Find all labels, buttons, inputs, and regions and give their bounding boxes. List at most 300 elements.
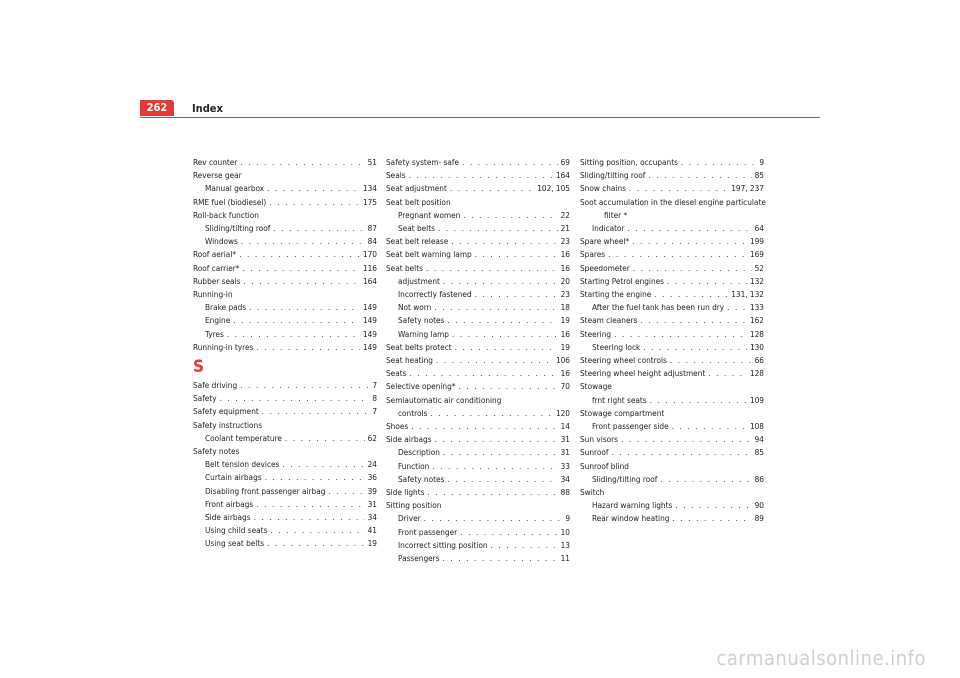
index-entry-term: Seats	[386, 368, 407, 379]
index-entry-term: Running-in tyres	[193, 341, 254, 352]
index-entry	[580, 328, 764, 341]
index-entry	[580, 275, 764, 288]
index-heading: Sunroof blind	[580, 460, 629, 471]
watermark: carmanualsonline.info	[716, 646, 926, 670]
index-heading: Roll-back function	[193, 209, 259, 220]
index-entry	[386, 314, 570, 327]
index-entry-term: Steam cleaners	[580, 315, 638, 326]
leader-dots	[654, 288, 728, 301]
index-entry-term: Front passenger	[398, 526, 458, 537]
index-entry-page: 109	[749, 394, 764, 405]
index-entry-page: 162	[749, 315, 764, 326]
index-entry	[386, 486, 570, 499]
index-entry	[193, 235, 377, 248]
index-entry-page: 19	[560, 341, 570, 352]
leader-dots	[434, 301, 557, 314]
index-entry-page: 90	[754, 500, 764, 511]
index-entry-term: Brake pads	[205, 302, 247, 313]
leader-dots	[629, 182, 728, 195]
index-entry-page: 133	[749, 302, 764, 313]
index-entry-term: Engine	[205, 315, 231, 326]
leader-dots	[411, 420, 557, 433]
index-entry	[193, 458, 377, 471]
leader-dots	[462, 156, 558, 169]
index-entry-page: 20	[560, 275, 570, 286]
index-entry	[386, 182, 570, 195]
index-entry-term: Sitting position, occupants	[580, 157, 678, 167]
leader-dots	[270, 524, 364, 537]
index-entry-term: After the fuel tank has been run dry	[592, 302, 725, 313]
index-entry	[193, 537, 377, 550]
leader-dots	[608, 248, 747, 261]
leader-dots	[240, 156, 364, 169]
leader-dots	[660, 473, 751, 486]
index-entry-page: 85	[754, 447, 764, 458]
index-entry-term: controls	[398, 407, 428, 418]
index-entry-page: 134	[362, 183, 377, 194]
index-entry-term: Using child seats	[205, 525, 268, 536]
leader-dots	[633, 262, 752, 275]
index-entry-page: 89	[754, 513, 764, 524]
index-entry-page: 39	[367, 485, 377, 496]
index-entry-page: 16	[560, 328, 570, 339]
leader-dots	[675, 499, 751, 512]
leader-dots	[611, 446, 751, 459]
leader-dots	[447, 473, 557, 486]
leader-dots	[463, 209, 557, 222]
index-entry-term: Sun visors	[580, 434, 618, 445]
leader-dots	[273, 222, 364, 235]
index-entry	[580, 433, 764, 446]
index-entry-term: Windows	[205, 236, 238, 247]
index-entry-page: 21	[560, 223, 570, 234]
index-entry-term: Rev counter	[193, 157, 238, 167]
index-entry-page: 13	[560, 539, 570, 550]
leader-dots	[239, 248, 360, 261]
index-column-3	[580, 156, 764, 526]
index-entry-term: Passengers	[398, 553, 440, 564]
index-entry-page: 164	[362, 275, 377, 286]
index-entry	[193, 222, 377, 235]
index-entry-page: 116	[362, 262, 377, 273]
index-entry	[386, 275, 570, 288]
leader-dots	[640, 314, 747, 327]
leader-dots	[285, 432, 365, 445]
index-entry	[193, 182, 377, 195]
index-entry	[193, 432, 377, 445]
index-entry-page: 64	[754, 223, 764, 234]
leader-dots	[650, 394, 747, 407]
index-entry-term: Front passenger side	[592, 421, 669, 432]
index-entry-page: 132	[749, 275, 764, 286]
leader-dots	[648, 169, 751, 182]
index-entry-page: 120	[555, 407, 570, 418]
index-heading: Stowage compartment	[580, 407, 665, 418]
leader-dots	[438, 222, 558, 235]
leader-dots	[452, 328, 558, 341]
index-entry-term: Safety system- safe	[386, 157, 459, 167]
leader-dots	[460, 526, 557, 539]
page-number: 262	[140, 100, 174, 116]
index-entry	[580, 314, 764, 327]
leader-dots	[435, 433, 558, 446]
index-entry-page: 18	[560, 302, 570, 313]
index-heading: Switch	[580, 487, 605, 498]
index-entry-term: Seat adjustment	[386, 183, 447, 194]
index-heading: Running-in	[193, 289, 233, 300]
leader-dots	[475, 288, 558, 301]
index-entry	[386, 341, 570, 354]
index-entry-page: 149	[362, 341, 377, 352]
index-entry-page: 41	[367, 525, 377, 536]
index-entry-term: Manual gearbox	[205, 183, 265, 194]
leader-dots	[475, 248, 558, 261]
index-heading: Stowage	[580, 381, 612, 392]
index-entry-page: 31	[367, 498, 377, 509]
index-entry-term: Safety notes	[398, 315, 445, 326]
index-entry	[193, 156, 377, 169]
index-entry	[580, 288, 764, 301]
leader-dots	[458, 380, 557, 393]
index-entry	[193, 328, 377, 341]
index-heading: Safety instructions	[193, 419, 263, 430]
index-entry-term: Function	[398, 460, 430, 471]
index-entry-page: 106	[555, 355, 570, 366]
leader-dots	[632, 235, 747, 248]
leader-dots	[240, 379, 369, 392]
leader-dots	[267, 537, 365, 550]
index-entry-term: Seat belt warning lamp	[386, 249, 472, 260]
index-entry	[580, 301, 764, 314]
leader-dots	[254, 511, 365, 524]
index-entry-term: Incorrectly fastened	[398, 289, 472, 300]
index-entry-page: 16	[560, 262, 570, 273]
index-entry	[193, 275, 377, 288]
index-entry-term: Seat belts	[386, 262, 423, 273]
index-entry-term: Seat heating	[386, 355, 433, 366]
index-entry-page: 62	[367, 432, 377, 443]
leader-dots	[447, 314, 557, 327]
index-entry-page: 10	[560, 526, 570, 537]
index-entry	[386, 473, 570, 486]
leader-dots	[265, 471, 365, 484]
index-entry-page: 149	[362, 302, 377, 313]
index-entry	[193, 498, 377, 511]
index-entry-term: Sliding/tilting roof	[205, 223, 271, 234]
index-entry-page: 149	[362, 328, 377, 339]
index-column-1	[193, 156, 377, 551]
index-entry	[580, 341, 764, 354]
index-entry-term: frnt right seats	[592, 394, 647, 405]
index-entry-page: 31	[560, 434, 570, 445]
index-entry	[386, 512, 570, 525]
index-entry	[386, 248, 570, 261]
index-entry-term: RME fuel (biodiesel)	[193, 196, 267, 207]
leader-dots	[249, 301, 360, 314]
index-entry-term: Steering lock	[592, 341, 641, 352]
leader-dots	[242, 262, 359, 275]
index-entry-page: 164	[555, 170, 570, 181]
index-entry-term: Side airbags	[386, 434, 432, 445]
leader-dots	[267, 182, 360, 195]
index-entry-page: 69	[560, 157, 570, 167]
index-entry	[193, 392, 377, 405]
index-entry-page: 36	[367, 472, 377, 483]
index-entry	[386, 433, 570, 446]
index-entry-page: 9	[565, 513, 570, 524]
index-entry-term: Safety notes	[398, 473, 445, 484]
leader-dots	[241, 235, 365, 248]
header-rule	[140, 117, 820, 118]
index-entry-term: Sliding/tilting roof	[580, 170, 646, 181]
index-entry-term: Pregnant women	[398, 209, 461, 220]
index-entry-page: 84	[367, 236, 377, 247]
index-heading: filter *	[604, 209, 628, 220]
index-entry-term: Speedometer	[580, 262, 630, 273]
index-entry	[580, 394, 764, 407]
leader-dots	[672, 512, 751, 525]
leader-dots	[667, 275, 747, 288]
index-entry	[386, 222, 570, 235]
leader-dots	[256, 498, 364, 511]
index-entry-page: 70	[560, 381, 570, 392]
index-entry-term: Not worn	[398, 302, 432, 313]
leader-dots	[670, 354, 752, 367]
index-entry-page: 7	[372, 380, 377, 391]
index-column-2	[386, 156, 570, 565]
index-entry	[386, 354, 570, 367]
leader-dots	[727, 301, 747, 314]
index-entry-term: Steering wheel height adjustment	[580, 368, 706, 379]
index-entry-term: Incorrect sitting position	[398, 539, 488, 550]
index-entry	[193, 511, 377, 524]
index-entry-page: 131, 132	[731, 289, 764, 300]
leader-dots	[409, 367, 557, 380]
index-heading: Sitting position	[386, 500, 442, 511]
leader-dots	[455, 341, 558, 354]
index-entry	[193, 196, 377, 209]
leader-dots	[443, 446, 558, 459]
index-entry-term: Curtain airbags	[205, 472, 262, 483]
leader-dots	[621, 433, 752, 446]
index-heading: Semiautomatic air conditioning	[386, 394, 502, 405]
index-entry	[386, 169, 570, 182]
leader-dots	[451, 235, 557, 248]
index-entry	[386, 367, 570, 380]
index-entry-term: Rubber seals	[193, 275, 241, 286]
index-entry-page: 199	[749, 236, 764, 247]
index-entry-term: Sliding/tilting roof	[592, 473, 658, 484]
index-entry-term: Shoes	[386, 421, 409, 432]
index-entry-page: 169	[749, 249, 764, 260]
page-title: Index	[192, 102, 223, 115]
index-entry	[580, 473, 764, 486]
index-entry-page: 66	[754, 355, 764, 366]
index-entry	[580, 499, 764, 512]
index-entry-page: 24	[367, 459, 377, 470]
index-entry	[386, 552, 570, 565]
index-entry-term: Steering	[580, 328, 612, 339]
index-entry	[386, 460, 570, 473]
leader-dots	[443, 275, 558, 288]
index-entry-page: 128	[749, 328, 764, 339]
index-entry-term: Roof carrier*	[193, 262, 240, 273]
index-entry-term: Indicator	[592, 223, 625, 234]
index-entry-term: Seat belts protect	[386, 341, 452, 352]
index-entry-term: Hazard warning lights	[592, 500, 673, 511]
index-entry-page: 22	[560, 209, 570, 220]
index-entry	[386, 156, 570, 169]
index-entry	[580, 512, 764, 525]
index-entry-term: Coolant temperature	[205, 432, 282, 443]
index-entry	[386, 407, 570, 420]
leader-dots	[328, 485, 364, 498]
index-entry	[193, 471, 377, 484]
index-entry-page: 52	[754, 262, 764, 273]
index-entry	[193, 314, 377, 327]
index-entry-term: Seat belt release	[386, 236, 449, 247]
leader-dots	[614, 328, 747, 341]
leader-dots	[436, 354, 553, 367]
index-entry-page: 19	[560, 315, 570, 326]
index-entry	[193, 485, 377, 498]
index-entry	[580, 367, 764, 380]
index-entry-term: Belt tension devices	[205, 459, 280, 470]
index-entry-page: 102, 105	[537, 183, 570, 194]
index-entry	[580, 354, 764, 367]
index-entry-term: Selective opening*	[386, 381, 456, 392]
index-entry	[193, 301, 377, 314]
index-entry-page: 8	[372, 393, 377, 404]
index-heading: Reverse gear	[193, 170, 242, 181]
index-entry	[386, 380, 570, 393]
index-entry	[580, 446, 764, 459]
index-entry-term: Sunroof	[580, 447, 609, 458]
index-entry-page: 16	[560, 368, 570, 379]
index-entry-term: Safety equipment	[193, 406, 259, 417]
index-entry	[193, 248, 377, 261]
index-entry-term: Using seat belts	[205, 538, 265, 549]
leader-dots	[426, 262, 558, 275]
index-letter-heading: S	[193, 357, 205, 378]
index-entry	[386, 446, 570, 459]
index-entry-page: 34	[367, 512, 377, 523]
index-entry-term: Snow chains	[580, 183, 627, 194]
index-entry	[580, 156, 764, 169]
index-entry-term: Starting Petrol engines	[580, 275, 664, 286]
index-entry	[193, 341, 377, 354]
index-entry-term: Safety	[193, 393, 217, 404]
page-header	[140, 96, 820, 120]
index-entry	[193, 524, 377, 537]
index-entry	[386, 209, 570, 222]
leader-dots	[430, 407, 553, 420]
index-entry	[386, 526, 570, 539]
index-entry	[386, 420, 570, 433]
index-entry-page: 175	[362, 196, 377, 207]
index-entry	[580, 169, 764, 182]
index-entry-page: 33	[560, 460, 570, 471]
index-entry-page: 85	[754, 170, 764, 181]
index-entry-page: 34	[560, 473, 570, 484]
index-entry-page: 130	[749, 341, 764, 352]
index-entry	[580, 248, 764, 261]
index-entry-term: Roof aerial*	[193, 249, 237, 260]
index-entry-page: 14	[560, 421, 570, 432]
index-entry-page: 19	[367, 538, 377, 549]
index-entry-term: Description	[398, 447, 440, 458]
index-entry	[193, 379, 377, 392]
leader-dots	[628, 222, 752, 235]
index-entry	[580, 262, 764, 275]
index-entry	[580, 235, 764, 248]
leader-dots	[708, 367, 747, 380]
index-entry-page: 7	[372, 406, 377, 417]
leader-dots	[220, 392, 370, 405]
index-entry-page: 128	[749, 368, 764, 379]
leader-dots	[672, 420, 747, 433]
index-entry-page: 23	[560, 236, 570, 247]
leader-dots	[243, 275, 359, 288]
index-heading: Seat belt position	[386, 196, 451, 207]
index-entry-term: Tyres	[205, 328, 224, 339]
leader-dots	[443, 552, 558, 565]
leader-dots	[424, 512, 563, 525]
index-entry	[580, 182, 764, 195]
index-entry-page: 16	[560, 249, 570, 260]
index-entry-page: 31	[560, 447, 570, 458]
index-entry-page: 149	[362, 315, 377, 326]
index-entry	[193, 262, 377, 275]
index-entry	[386, 288, 570, 301]
index-entry-term: Driver	[398, 513, 421, 524]
index-entry-page: 23	[560, 289, 570, 300]
index-entry-term: Warning lamp	[398, 328, 449, 339]
index-entry-page: 88	[560, 487, 570, 498]
index-entry-page: 9	[759, 157, 764, 167]
index-entry	[386, 262, 570, 275]
index-entry-term: Spare wheel*	[580, 236, 630, 247]
index-entry-term: Spares	[580, 249, 606, 260]
index-entry-page: 170	[362, 249, 377, 260]
index-entry	[386, 301, 570, 314]
leader-dots	[681, 156, 756, 169]
index-entry-page: 197, 237	[731, 183, 764, 194]
leader-dots	[262, 405, 370, 418]
leader-dots	[282, 458, 364, 471]
leader-dots	[269, 196, 360, 209]
index-entry-page: 108	[749, 421, 764, 432]
leader-dots	[227, 328, 360, 341]
index-entry-page: 87	[367, 223, 377, 234]
leader-dots	[643, 341, 747, 354]
index-entry	[386, 235, 570, 248]
leader-dots	[432, 460, 557, 473]
index-entry-page: 51	[367, 157, 377, 167]
index-entry-term: Disabling front passenger airbag	[205, 485, 326, 496]
index-entry-term: Steering wheel controls	[580, 355, 667, 366]
leader-dots	[427, 486, 557, 499]
index-entry	[386, 539, 570, 552]
index-heading: Soot accumulation in the diesel engine particulate	[580, 196, 766, 207]
index-entry-term: Side lights	[386, 487, 425, 498]
index-entry-page: 94	[754, 434, 764, 445]
index-entry-page: 86	[754, 473, 764, 484]
index-entry-term: Seat belts	[398, 223, 435, 234]
index-entry-term: Starting the engine	[580, 289, 652, 300]
leader-dots	[233, 314, 360, 327]
leader-dots	[256, 341, 360, 354]
